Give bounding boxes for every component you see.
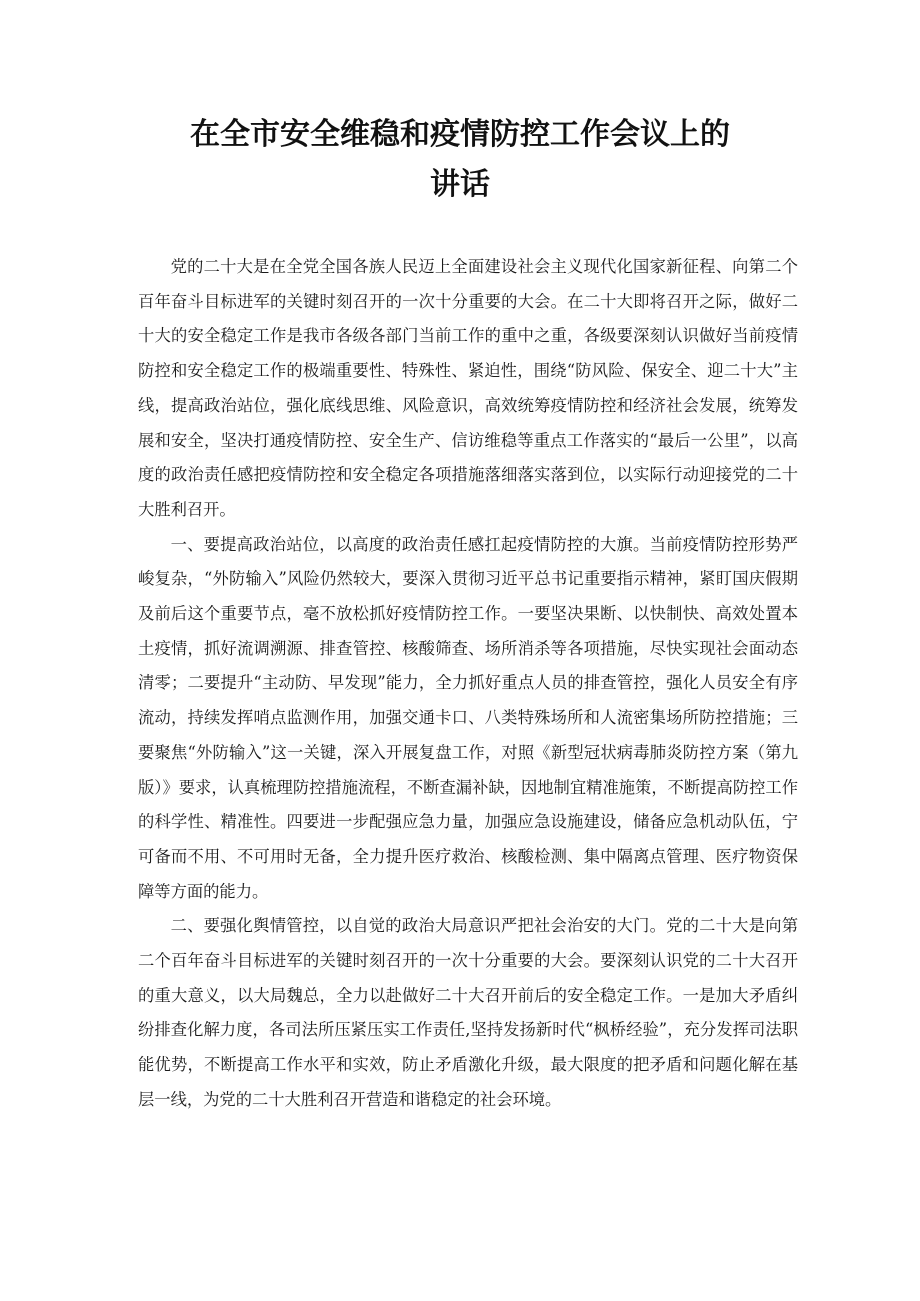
document-body	[138, 250, 798, 1118]
paragraph-section-2: 二、要强化舆情管控，以自觉的政治大局意识严把社会治安的大门。党的二十大是向第二个百年奋斗目标进军的关键时刻召开的一次十分重要的大会。要深刻认识党的二十大召开的重大意义，以大局魏总，全力以赴做好二十大召开前后的安全稳定工作。一是加大矛盾纠纷排查化解力度，各司法所压紧压实工作责任,坚持发扬新时代“枫桥经验”，充分发挥司法职能优势，不断提高工作水平和实效，防止矛盾激化升级，最大限度的把矛盾和问题化解在基层一线，为党的二十大胜利召开营造和谐稳定的社会环境。	[138, 916, 798, 1109]
paragraph-section-1: 一、要提高政治站位，以高度的政治责任感扛起疫情防控的大旗。当前疫情防控形势严峻复杂，“外防输入”风险仍然较大，要深入贯彻习近平总书记重要指示精神，紧盯国庆假期及前后这个重要节点，毫不放松抓好疫情防控工作。一要坚决果断、以快制快、高效处置本土疫情，抓好流调溯源、排查管控、核酸筛查、场所消杀等各项措施，尽快实现社会面动态清零；二要提升“主动防、早发现”能力，全力抓好重点人员的排查管控，强化人员安全有序流动，持续发挥哨点监测作用，加强交通卡口、八类特殊场所和人流密集场所防控措施；三要聚焦“外防输入”这一关键，深入开展复盘工作，对照《新型冠状病毒肺炎防控方案（第九版）》要求，认真梳理防控措施流程，不断查漏补缺，因地制宜精准施策，不断提高防控工作的科学性、精准性。四要进一步配强应急力量，加强应急设施建设，储备应急机动队伍，宁可备而不用、不可用时无备，全力提升医疗救治、核酸检测、集中隔离点管理、医疗物资保障等方面的能力。	[138, 534, 798, 901]
paragraph-intro: 党的二十大是在全党全国各族人民迈上全面建设社会主义现代化国家新征程、向第二个百年奋斗目标进军的关键时刻召开的一次十分重要的大会。在二十大即将召开之际，做好二十大的安全稳定工作是我市各级各部门当前工作的重中之重，各级要深刻认识做好当前疫情防控和安全稳定工作的极端重要性、特殊性、紧迫性，围绕“防风险、保安全、迎二十大”主线，提高政治站位，强化底线思维、风险意识，高效统筹疫情防控和经济社会发展，统筹发展和安全，坚决打通疫情防控、安全生产、信访维稳等重点工作落实的“最后一公里”，以高度的政治责任感把疫情防控和安全稳定各项措施落细落实落到位，以实际行动迎接党的二十大胜利召开。	[138, 257, 798, 519]
document-title-line-1: 在全市安全维稳和疫情防控工作会议上的	[190, 117, 730, 152]
document-title-line-2: 讲话	[430, 167, 490, 202]
